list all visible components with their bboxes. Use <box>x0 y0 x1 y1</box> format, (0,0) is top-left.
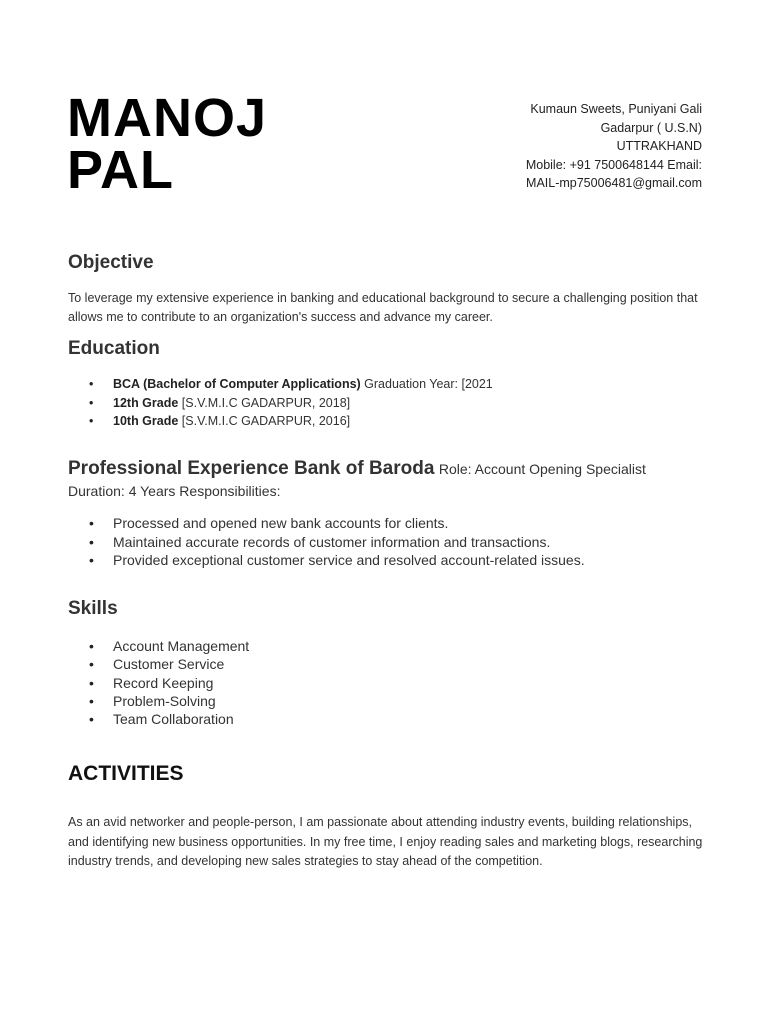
experience-heading: Professional Experience Bank of Baroda <box>68 458 435 479</box>
list-item: • Processed and opened new bank accounts for clients. <box>68 514 585 533</box>
education-heading: Education <box>68 338 160 359</box>
education-degree: BCA (Bachelor of Computer Applications) <box>113 377 361 391</box>
activities-heading: ACTIVITIES <box>68 762 184 785</box>
education-item <box>68 375 493 394</box>
skills-heading: Skills <box>68 598 118 619</box>
experience-header <box>68 457 708 500</box>
responsibilities-list <box>68 514 585 570</box>
objective-heading: Objective <box>68 252 154 273</box>
list-item: • Problem-Solving <box>68 692 249 710</box>
candidate-name <box>67 88 268 200</box>
education-degree: 12th Grade <box>113 395 179 410</box>
education-item <box>68 412 493 431</box>
list-item: • Customer Service <box>68 655 249 673</box>
education-list <box>68 375 493 431</box>
activities-text: As an avid networker and people-person, I am passionate about attending industry events, building relationships, and identifying new business opportunities. In my free time, I enjoy reading sales and marketing blogs, researching industry trends, and developing new sales strategies to stay ahead of the competition. <box>68 815 703 868</box>
address-line-3: UTTRAKHAND <box>616 139 702 153</box>
first-name: MANOJ <box>67 88 268 148</box>
address-line-1: Kumaun Sweets, Puniyani Gali <box>530 102 702 116</box>
mobile-line: Mobile: +91 7500648144 Email: <box>525 157 702 172</box>
list-item: • Provided exceptional customer service and resolved account-related issues. <box>68 551 585 570</box>
education-detail: [S.V.M.I.C GADARPUR, 2018] <box>178 395 351 410</box>
skills-list <box>68 637 249 728</box>
education-item <box>68 394 493 413</box>
list-item: • Account Management <box>68 637 249 655</box>
list-item: • Team Collaboration <box>68 710 249 728</box>
list-item: • Record Keeping <box>68 674 249 692</box>
education-detail: Graduation Year: [2021 <box>360 377 493 391</box>
contact-block <box>526 100 702 193</box>
education-degree: 10th Grade <box>113 414 179 428</box>
email-line: MAIL-mp75006481@gmail.com <box>526 176 702 190</box>
objective-text: To leverage my extensive experience in banking and educational background to secure a challenging position that allows me to contribute to an organization's success and advance my career. <box>68 291 698 324</box>
last-name: PAL <box>67 140 174 200</box>
experience-duration: Duration: 4 Years Responsibilities: <box>68 483 281 499</box>
education-detail: [S.V.M.I.C GADARPUR, 2016] <box>178 414 351 428</box>
experience-role: Role: Account Opening Specialist <box>438 461 646 477</box>
list-item: • Maintained accurate records of customer information and transactions. <box>68 533 585 552</box>
address-line-2: Gadarpur ( U.S.N) <box>600 120 702 135</box>
